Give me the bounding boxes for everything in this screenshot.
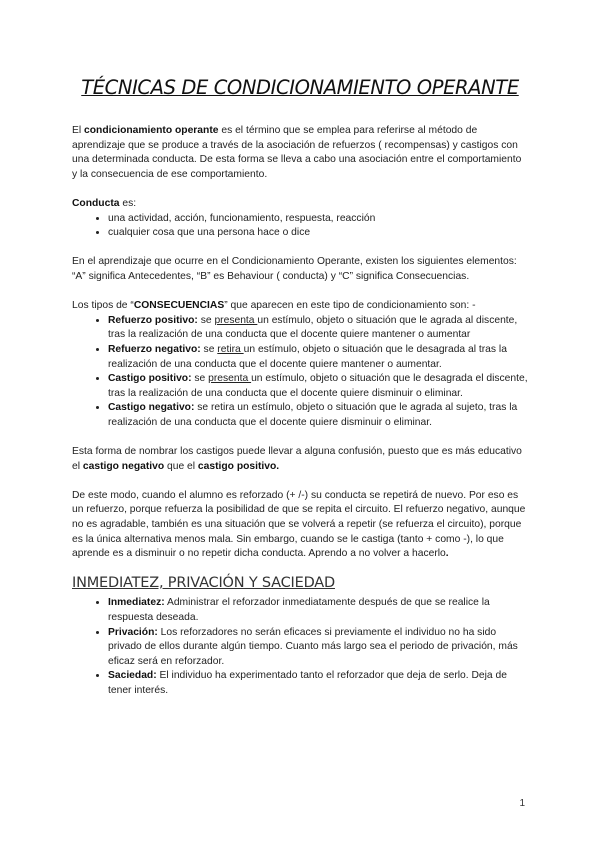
item-pre: se retira un estímulo, objeto o situación que le agrada al sujeto, tras la realización de una conducta que el docente quiere disminuir o eliminar. (108, 402, 518, 428)
item-post: un estímulo, objeto o situación que le agrada al discente, tras la realización de una conducta que el docente quiere mantener o aumentar (108, 314, 518, 341)
tipos-heading (72, 299, 528, 314)
confusion-mid: que el (164, 460, 198, 472)
confusion-paragraph (72, 445, 528, 474)
confusion-bold-2: castigo positivo. (197, 460, 280, 472)
list-item (108, 401, 528, 430)
confusion-text: Esta forma de nombrar los castigos puede llevar a alguna confusión, puesto que es más educativo el (72, 446, 522, 472)
conducta-label: Conducta (72, 197, 120, 209)
intro-paragraph (72, 124, 528, 182)
item-label: Privación: (108, 626, 158, 638)
refuerzo-end: . (445, 548, 449, 560)
refuerzo-paragraph (72, 489, 528, 562)
section-title: INMEDIATEZ, PRIVACIÓN Y SACIEDAD (72, 574, 335, 591)
intro-bold: condicionamiento operante (84, 125, 219, 136)
tipos-pre: Los tipos de “ (72, 300, 134, 312)
item-label: Castigo negativo: (108, 402, 195, 414)
item-label: Castigo positivo: (108, 373, 192, 385)
abc-paragraph: En el aprendizaje que ocurre en el Condicionamiento Operante, existen los siguientes elementos: “A” significa Antecedentes, “B” es Behaviour ( conducta) y “C” significa Consecuencias. (72, 256, 517, 282)
intro-post: es el término que se emplea para referirse al método de aprendizaje que se produce a través de la asociación de refuerzos ( recompensas) y castigos con una determinada conducta. De esta forma se lleva a cabo una asociación entre el comportamiento y la consecuencia de ese comportamiento. (72, 125, 522, 180)
page-title: TÉCNICAS DE CONDICIONAMIENTO OPERANTE (81, 76, 519, 99)
page-number: 1 (519, 798, 525, 809)
item-label: Refuerzo negativo: (108, 343, 201, 355)
item-post: un estímulo, objeto o situación que le desagrada al tras la realización de una conducta que el docente quiere mantener o aumentar. (108, 343, 507, 370)
list-item (108, 372, 528, 401)
list-item: • cualquier cosa que una persona hace o dice (108, 226, 528, 241)
document-body (72, 124, 528, 699)
item-underline: presenta (208, 373, 252, 385)
section2-list (72, 596, 528, 698)
list-item (108, 626, 528, 670)
item-pre: se (200, 343, 218, 355)
list-item (108, 669, 528, 698)
conducta-list (72, 212, 528, 241)
list-item: • una actividad, acción, funcionamiento, respuesta, reacción (108, 212, 528, 227)
item-underline: presenta (214, 314, 258, 326)
list-item (108, 314, 528, 343)
conducta-suffix: es: (119, 197, 137, 209)
tipos-bold: CONSECUENCIAS (133, 300, 225, 312)
tipos-post: ” que aparecen en este tipo de condicionamiento son: - (224, 300, 476, 312)
intro-pre: El (72, 125, 85, 136)
item-text: El individuo ha experimentado tanto el reforzador que deja de serlo. Deja de tener interés. (108, 670, 507, 696)
conducta-heading (72, 197, 528, 212)
confusion-bold-1: castigo negativo (82, 460, 165, 472)
item-text: Los reforzadores no serán eficaces si previamente el individuo no ha sido privado de ellos durante algún tiempo. Cuanto más largo sea el periodo de privación, más eficaz será en reforzador. (108, 626, 518, 667)
item-post: un estímulo, objeto o situación que le desagrada el discente, tras la realización de una conducta que el docente quiere disminuir o eliminar. (108, 373, 528, 399)
item-label: Inmediatez: (108, 597, 165, 609)
refuerzo-text: De este modo, cuando el alumno es reforzado (+ /-) su conducta se repetirá de nuevo. Por eso es un refuerzo, porque refuerza la posibilidad de que se repita el circuito. El refuerzo negativo, aunque no es agradable, también es una situación que se volverá a repetir (se refuerza el circuito), porque es la única alternativa menos mala. Sin embargo, cuando se le castiga (tanto + como -), lo que aprende es a disminuir o no repetir dicha conducta. Aprendo a no volver a hacerlo (72, 489, 526, 560)
list-item (108, 343, 528, 372)
item-label: Saciedad: (108, 670, 157, 682)
item-pre: se (197, 314, 215, 326)
item-text: Administrar el reforzador inmediatamente después de que se realice la respuesta deseada. (108, 597, 490, 623)
item-label: Refuerzo positivo: (108, 314, 198, 326)
item-underline: retira (217, 343, 244, 355)
item-pre: se (191, 373, 209, 385)
consecuencias-list (72, 314, 528, 431)
list-item (108, 596, 528, 625)
